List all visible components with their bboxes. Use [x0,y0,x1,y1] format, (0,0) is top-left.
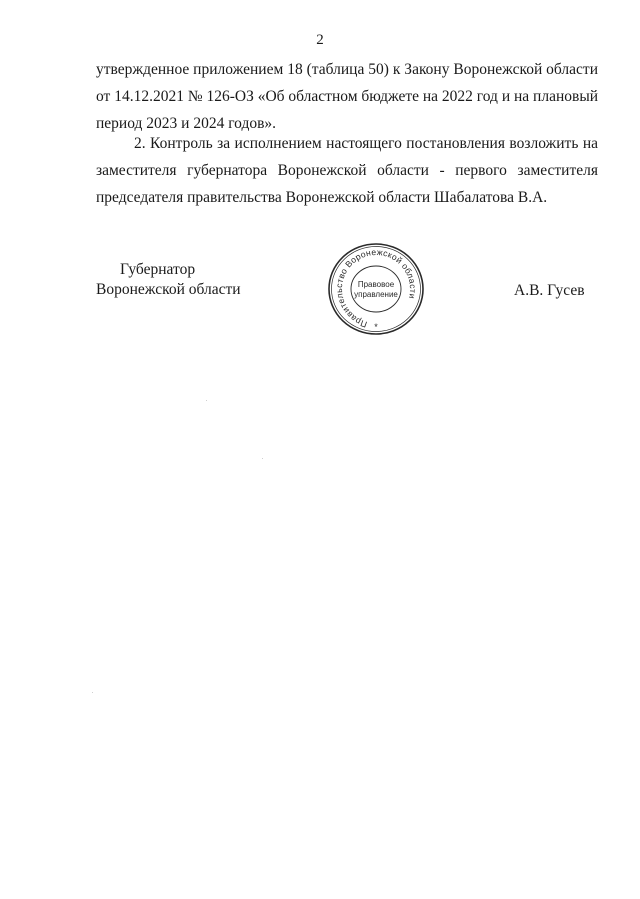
scan-speck [92,692,93,693]
scan-speck [206,400,207,401]
paragraph-1-line: от 14.12.2021 № 126-ОЗ «Об областном бюджете на 2022 год и на плановый [96,88,599,105]
signer-position-line-2: Воронежской области [96,281,241,298]
stamp-center-line-1: Правовое [357,280,395,289]
signer-position-line-1: Губернатор [120,261,196,278]
signer-name: А.В. Гусев [514,282,585,299]
paragraph-1 [96,56,598,137]
paragraph-2-line: заместителя губернатора Воронежской области - первого заместителя [96,162,598,179]
stamp-center-line-2: управление [354,290,398,299]
signer-position [96,260,241,300]
paragraph-2-line: председателя правительства Воронежской области Шабалатова В.А. [96,189,548,206]
stamp-ring-text: Правительство Воронежской области [333,246,419,330]
scan-speck [262,458,263,459]
page-number: 2 [316,32,324,48]
stamp-star: * [374,322,378,332]
paragraph-1-line: период 2023 и 2024 годов». [96,115,277,132]
paragraph-1-line: утвержденное приложением 18 (таблица 50) к Закону Воронежской области [96,61,598,78]
paragraph-2 [96,130,598,211]
paragraph-2-line: 2. Контроль за исполнением настоящего постановления возложить на [134,135,598,152]
official-stamp [320,240,432,338]
